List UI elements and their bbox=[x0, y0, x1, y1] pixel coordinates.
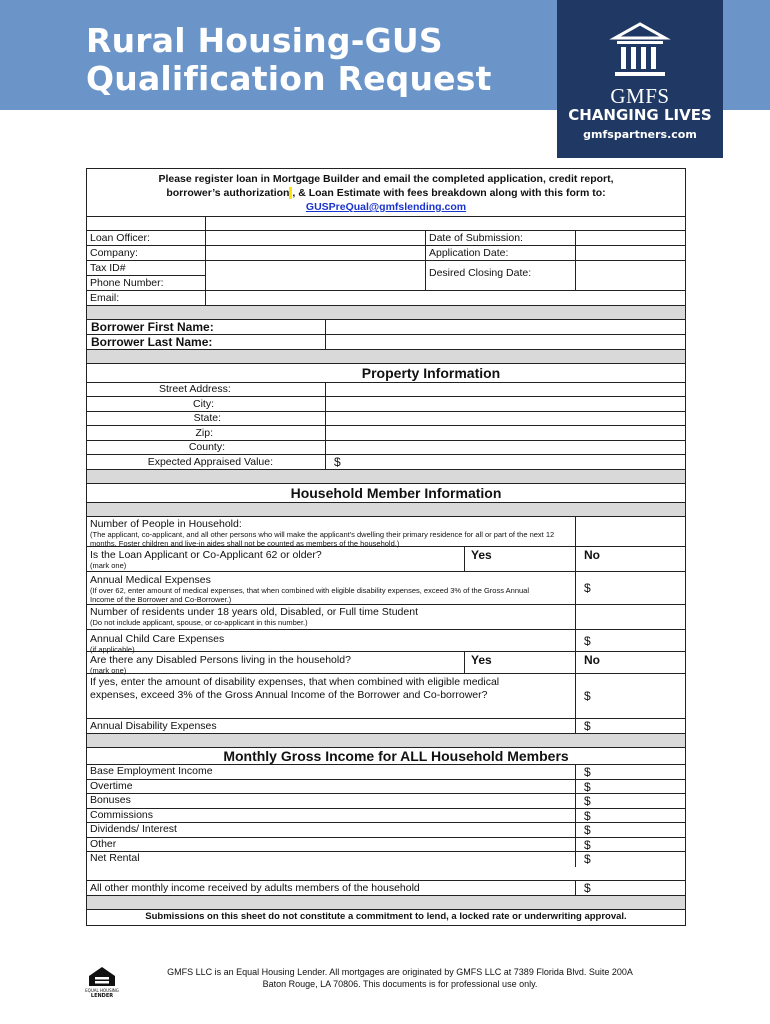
company-field[interactable] bbox=[205, 246, 425, 260]
desired-closing-field[interactable] bbox=[575, 261, 685, 290]
county-label: County: bbox=[188, 441, 225, 453]
income-section-title: Monthly Gross Income for ALL Household Members bbox=[87, 748, 685, 765]
zip-label: Zip: bbox=[195, 427, 213, 439]
disability-expenses-label: Annual Disability Expenses bbox=[90, 720, 217, 732]
num-people-field[interactable] bbox=[575, 517, 685, 546]
other-monthly-row bbox=[87, 881, 685, 896]
footer-line-1: GMFS LLC is an Equal Housing Lender. All mortgages are originated by GMFS LLC at 7389 Florida Blvd. Suite 200A bbox=[167, 967, 633, 977]
borrower-first-field[interactable] bbox=[325, 320, 685, 334]
medical-label: Annual Medical Expenses bbox=[90, 574, 211, 586]
mark-one-note: (mark one) bbox=[90, 666, 127, 675]
childcare-row bbox=[87, 630, 685, 652]
income-amount-field[interactable]: $ bbox=[575, 794, 685, 808]
age-yes-option[interactable]: Yes bbox=[464, 547, 575, 571]
brand-tagline: CHANGING LIVES bbox=[568, 106, 712, 124]
borrower-first-label: Borrower First Name: bbox=[91, 320, 214, 334]
property-county-row bbox=[87, 441, 685, 455]
income-row bbox=[87, 809, 685, 824]
brand-name: GMFS bbox=[610, 84, 670, 108]
income-label: Base Employment Income bbox=[90, 765, 213, 777]
income-label: Other bbox=[90, 837, 117, 850]
income-amount-field[interactable]: $ bbox=[575, 765, 685, 779]
divider-row bbox=[87, 734, 685, 748]
age-question-row bbox=[87, 547, 685, 572]
income-row bbox=[87, 765, 685, 780]
num-people-label: Number of People in Household: bbox=[90, 518, 242, 530]
intro-line-1: Please register loan in Mortgage Builder and email the completed application, credit report, bbox=[158, 173, 614, 185]
income-amount-field[interactable]: $ bbox=[575, 809, 685, 823]
city-field[interactable] bbox=[325, 397, 685, 411]
zip-field[interactable] bbox=[325, 426, 685, 440]
if-applicable-note: (if applicable) bbox=[90, 645, 135, 654]
disabled-question-label: Are there any Disabled Persons living in the household? bbox=[90, 654, 351, 666]
disability-amount-row bbox=[87, 674, 685, 719]
appraised-label: Expected Appraised Value: bbox=[147, 456, 273, 468]
income-row bbox=[87, 838, 685, 853]
intro-line-2: borrower’s authorization , & Loan Estimate with fees breakdown along with this form to: bbox=[166, 187, 606, 199]
email-row bbox=[87, 291, 685, 306]
medical-row bbox=[87, 572, 685, 605]
disability-amount-field[interactable]: $ bbox=[575, 674, 685, 718]
divider-row bbox=[87, 503, 685, 517]
property-city-row bbox=[87, 397, 685, 412]
divider-row bbox=[87, 470, 685, 484]
divider-row bbox=[87, 306, 685, 320]
disability-expenses-row bbox=[87, 719, 685, 734]
property-state-row bbox=[87, 412, 685, 426]
appraised-value-field[interactable]: $ bbox=[325, 455, 685, 469]
disclaimer: Submissions on this sheet do not constitute a commitment to lend, a locked rate or underwriting approval. bbox=[145, 910, 627, 922]
income-amount-field[interactable]: $ bbox=[575, 852, 685, 867]
street-field[interactable] bbox=[325, 383, 685, 396]
residents-note: (Do not include applicant, spouse, or co-applicant in this number.) bbox=[90, 618, 308, 627]
income-row bbox=[87, 852, 685, 867]
residents-row bbox=[87, 605, 685, 630]
date-submission-label: Date of Submission: bbox=[425, 231, 575, 245]
residents-label: Number of residents under 18 years old, Disabled, or Full time Student bbox=[90, 606, 418, 618]
disabled-yes-option[interactable]: Yes bbox=[464, 652, 575, 673]
email-label: Email: bbox=[90, 292, 120, 304]
equal-housing-lender-icon bbox=[85, 966, 119, 999]
company-label: Company: bbox=[90, 247, 138, 259]
childcare-amount-field[interactable]: $ bbox=[575, 630, 685, 651]
income-row bbox=[87, 794, 685, 809]
num-people-note: (The applicant, co-applicant, and all other persons who will make the applicant's dwelling their primary residence for all or part of the next 12 months. Foster children and live-in aides shall not be counted as members of the household.) bbox=[90, 530, 555, 548]
income-row bbox=[87, 823, 685, 838]
building-columns-icon bbox=[613, 22, 667, 80]
brand-url[interactable]: gmfspartners.com bbox=[583, 128, 697, 141]
street-label: Street Address: bbox=[159, 383, 231, 395]
title-line-2: Qualification Request bbox=[86, 59, 492, 98]
income-label: Dividends/ Interest bbox=[90, 823, 177, 835]
application-date-field[interactable] bbox=[575, 246, 685, 260]
divider-row bbox=[87, 350, 685, 364]
borrower-last-label: Borrower Last Name: bbox=[91, 335, 213, 349]
borrower-first-row bbox=[87, 320, 685, 335]
email-field[interactable] bbox=[205, 291, 685, 305]
income-row bbox=[87, 780, 685, 795]
income-amount-field[interactable]: $ bbox=[575, 780, 685, 794]
mark-one-note: (mark one) bbox=[90, 561, 127, 570]
qualification-form bbox=[86, 168, 686, 926]
income-label: Overtime bbox=[90, 779, 133, 792]
age-question-label: Is the Loan Applicant or Co-Applicant 62 or older? bbox=[90, 549, 322, 561]
title-line-1: Rural Housing-GUS bbox=[86, 21, 443, 60]
disabled-no-option[interactable]: No bbox=[575, 652, 685, 673]
other-monthly-field[interactable]: $ bbox=[575, 881, 685, 895]
property-appraised-row bbox=[87, 455, 685, 470]
household-count-row bbox=[87, 517, 685, 547]
borrower-last-row bbox=[87, 335, 685, 350]
loan-officer-row bbox=[87, 231, 685, 246]
property-zip-row bbox=[87, 426, 685, 441]
disabled-question-row bbox=[87, 652, 685, 674]
residents-field[interactable] bbox=[575, 605, 685, 629]
borrower-last-field[interactable] bbox=[325, 335, 685, 349]
tax-phone-row bbox=[87, 261, 685, 291]
age-no-option[interactable]: No bbox=[575, 547, 685, 571]
spacer-row bbox=[87, 217, 685, 231]
city-label: City: bbox=[193, 398, 214, 410]
divider-row bbox=[87, 896, 685, 910]
spacer-row bbox=[87, 867, 685, 881]
company-row bbox=[87, 246, 685, 261]
loan-officer-field[interactable] bbox=[205, 231, 425, 245]
tax-id-label: Tax ID# bbox=[87, 261, 205, 276]
footer-line-2: Baton Rouge, LA 70806. This documents is for professional use only. bbox=[262, 979, 538, 989]
svg-text:EQUAL HOUSING: EQUAL HOUSING bbox=[85, 988, 119, 993]
income-amount-field[interactable]: $ bbox=[575, 823, 685, 837]
footer-disclosure bbox=[120, 966, 680, 990]
income-amount-field[interactable]: $ bbox=[575, 838, 685, 852]
childcare-label: Annual Child Care Expenses bbox=[90, 633, 225, 645]
income-label: Net Rental bbox=[90, 852, 140, 864]
svg-text:LENDER: LENDER bbox=[90, 993, 114, 999]
loan-officer-label: Loan Officer: bbox=[90, 232, 150, 244]
property-section-title: Property Information bbox=[87, 364, 685, 383]
application-date-label: Application Date: bbox=[425, 246, 575, 260]
other-monthly-label: All other monthly income received by adults members of the household bbox=[90, 881, 420, 894]
household-section-title: Household Member Information bbox=[87, 484, 685, 503]
tax-phone-field[interactable] bbox=[205, 261, 425, 290]
income-rows bbox=[87, 765, 685, 867]
phone-label: Phone Number: bbox=[90, 277, 164, 289]
county-field[interactable] bbox=[325, 441, 685, 454]
state-field[interactable] bbox=[325, 412, 685, 425]
medical-note: (If over 62, enter amount of medical expenses, that when combined with eligible disability expenses, exceed 3% of the Gross Annual Income of the Borrower and Co-Borrower.) bbox=[90, 586, 529, 604]
income-label: Bonuses bbox=[90, 794, 131, 806]
income-label: Commissions bbox=[90, 808, 154, 821]
state-label: State: bbox=[193, 412, 221, 424]
intro-instructions bbox=[87, 169, 685, 217]
date-submission-field[interactable] bbox=[575, 231, 685, 245]
submission-email-link[interactable]: GUSPreQual@gmfslending.com bbox=[305, 201, 467, 213]
page-title bbox=[86, 22, 526, 98]
disability-expenses-field[interactable]: $ bbox=[575, 719, 685, 733]
property-street-row bbox=[87, 383, 685, 397]
medical-amount-field[interactable]: $ bbox=[575, 572, 685, 604]
disability-amount-label: If yes, enter the amount of disability expenses, that when combined with eligible medical expenses, exceed 3% of the Gross Annual Income of the Borrower and Co-borrower? bbox=[90, 676, 500, 701]
desired-closing-label: Desired Closing Date: bbox=[425, 261, 575, 290]
